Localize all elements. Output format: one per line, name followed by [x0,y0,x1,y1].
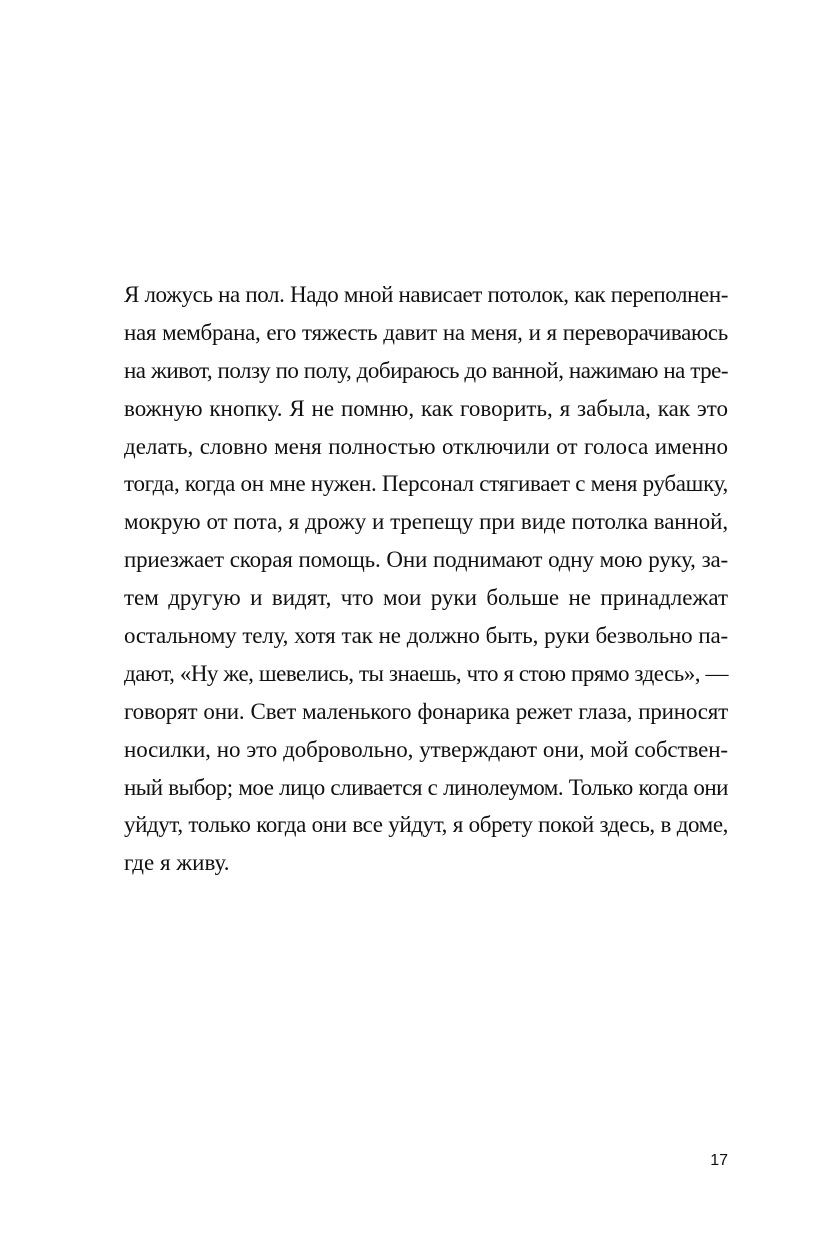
text-line: тем другую и видят, что мои руки больше не принадлежат [124,585,728,611]
text-line: на живот, ползу по полу, добираюсь до ванной, нажимаю на тре- [124,357,728,383]
text-line: говорят они. Свет маленького фонарика режет глаза, приносят [124,698,728,724]
text-line: ная мембрана, его тяжесть давит на меня, и я переворачиваюсь [124,319,728,345]
body-paragraph [124,276,728,882]
text-line: носилки, но это добровольно, утверждают они, мой собствен- [124,736,728,762]
text-line: приезжает скорая помощь. Они поднимают одну мою руку, за- [124,547,728,573]
text-line: ный выбор; мое лицо сливается с линолеумом. Только когда они [124,774,728,800]
text-line: мокрую от пота, я дрожу и трепещу при виде потолка ванной, [124,509,728,535]
text-line: Я ложусь на пол. Надо мной нависает потолок, как переполнен- [124,282,728,307]
text-line: где я живу. [124,850,230,876]
page-number: 17 [710,1152,728,1169]
text-line: уйдут, только когда они все уйдут, я обрету покой здесь, в доме, [124,812,728,838]
text-line: вожную кнопку. Я не помню, как говорить, я забыла, как это [124,395,728,421]
text-line: остальному телу, хотя так не должно быть, руки безвольно па- [124,623,728,649]
text-line: делать, словно меня полностью отключили от голоса именно [124,433,728,459]
text-line: дают, «Ну же, шевелись, ты знаешь, что я стою прямо здесь», — [124,660,728,686]
text-line: тогда, когда он мне нужен. Персонал стягивает с меня рубашку, [124,471,728,497]
